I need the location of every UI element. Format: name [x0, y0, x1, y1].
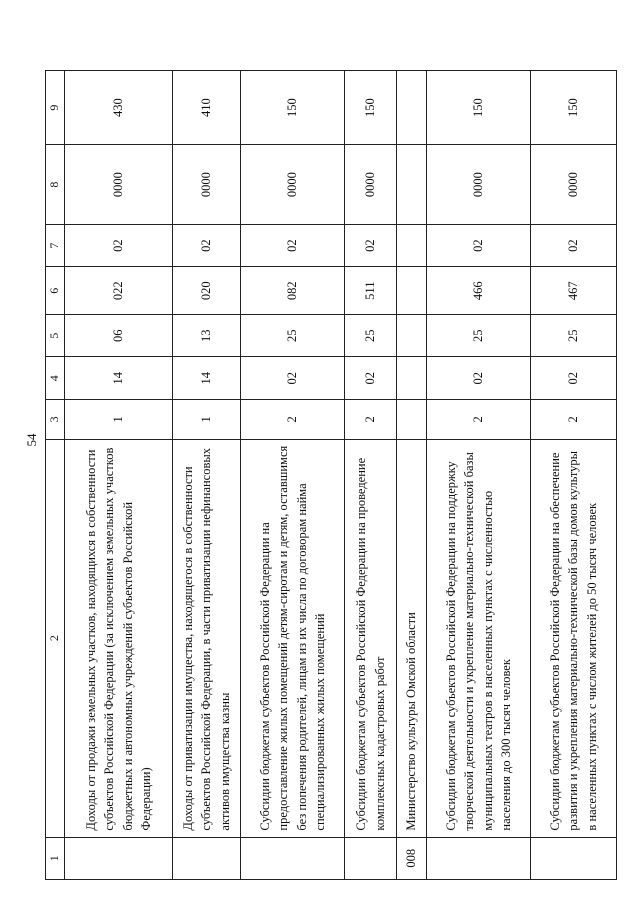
code-cell: 2 — [427, 399, 531, 439]
code-cell: 0000 — [173, 145, 241, 225]
code-cell: 1 — [173, 399, 241, 439]
code-cell: 2 — [345, 399, 397, 439]
code-cell: 25 — [531, 315, 617, 357]
code-cell: 02 — [241, 357, 345, 399]
code-cell: 150 — [531, 71, 617, 145]
code-cell: 150 — [345, 71, 397, 145]
rotated-table-container — [45, 70, 615, 880]
revenue-name-cell: Субсидии бюджетам субъектов Российской Федерации на обеспечение развития и укрепления материально-технической базы домов культуры в населенных пунктах с числом жителей до 50 тысяч человек — [531, 439, 617, 837]
code-cell: 410 — [173, 71, 241, 145]
revenue-name-cell: Субсидии бюджетам субъектов Российской Федерации на проведение комплексных кадастровых работ — [345, 439, 397, 837]
table-row — [241, 71, 345, 880]
admin-code-cell — [241, 837, 345, 879]
table-row — [173, 71, 241, 880]
table-row — [427, 71, 531, 880]
code-cell: 06 — [65, 315, 173, 357]
header-cell: 9 — [46, 71, 65, 145]
admin-code-cell — [65, 837, 173, 879]
header-row — [46, 71, 65, 880]
code-cell: 14 — [173, 357, 241, 399]
code-cell: 020 — [173, 267, 241, 315]
code-cell: 14 — [65, 357, 173, 399]
code-cell: 466 — [427, 267, 531, 315]
code-cell: 022 — [65, 267, 173, 315]
table-row — [531, 71, 617, 880]
header-cell: 1 — [46, 837, 65, 879]
code-cell: 0000 — [531, 145, 617, 225]
code-cell: 0000 — [65, 145, 173, 225]
table-body — [65, 71, 617, 880]
header-cell: 5 — [46, 315, 65, 357]
revenue-name-cell: Субсидии бюджетам субъектов Российской Федерации на предоставление жилых помещений детям-сиротам и детям, оставшимся без попечения родителей, лицам из их числа по договорам найма специализированных жилых помещений — [241, 439, 345, 837]
code-cell: 02 — [65, 224, 173, 266]
code-cell: 0000 — [345, 145, 397, 225]
code-cell: 150 — [241, 71, 345, 145]
admin-code-cell — [173, 837, 241, 879]
revenue-name-cell: Доходы от приватизации имущества, находящегося в собственности субъектов Российской Федерации, в части приватизации нефинансовых активов имущества казны — [173, 439, 241, 837]
code-cell: 25 — [427, 315, 531, 357]
code-cell: 1 — [65, 399, 173, 439]
header-cell: 4 — [46, 357, 65, 399]
page-number-text: 54 — [24, 433, 39, 447]
code-cell: 02 — [427, 357, 531, 399]
administrator-name-cell: Министерство культуры Омской области — [397, 439, 427, 837]
code-cell — [397, 267, 427, 315]
header-cell: 3 — [46, 399, 65, 439]
header-cell: 2 — [46, 439, 65, 837]
code-cell: 0000 — [427, 145, 531, 225]
header-cell: 7 — [46, 224, 65, 266]
code-cell: 02 — [345, 357, 397, 399]
code-cell — [397, 315, 427, 357]
code-cell — [397, 71, 427, 145]
admin-code-cell — [531, 837, 617, 879]
header-cell: 8 — [46, 145, 65, 225]
code-cell: 02 — [427, 224, 531, 266]
revenue-name-cell: Субсидии бюджетам субъектов Российской Федерации на поддержку творческой деятельности и укрепление материально-технической базы муниципальных театров в населенных пунктах с численностью населения до 300 тысяч человек — [427, 439, 531, 837]
budget-classification-table — [45, 70, 617, 880]
code-cell — [397, 357, 427, 399]
header-cell: 6 — [46, 267, 65, 315]
code-cell: 02 — [531, 224, 617, 266]
admin-code-cell: 008 — [397, 837, 427, 879]
code-cell: 2 — [241, 399, 345, 439]
code-cell: 0000 — [241, 145, 345, 225]
table-row — [345, 71, 397, 880]
admin-code-cell — [345, 837, 397, 879]
table-row — [65, 71, 173, 880]
code-cell: 082 — [241, 267, 345, 315]
code-cell: 02 — [241, 224, 345, 266]
code-cell — [397, 224, 427, 266]
code-cell: 02 — [173, 224, 241, 266]
code-cell: 2 — [531, 399, 617, 439]
table-header — [46, 71, 65, 880]
table-row-section — [397, 71, 427, 880]
code-cell — [397, 399, 427, 439]
code-cell: 25 — [241, 315, 345, 357]
code-cell: 02 — [531, 357, 617, 399]
code-cell: 150 — [427, 71, 531, 145]
code-cell — [397, 145, 427, 225]
code-cell: 430 — [65, 71, 173, 145]
code-cell: 511 — [345, 267, 397, 315]
code-cell: 25 — [345, 315, 397, 357]
code-cell: 467 — [531, 267, 617, 315]
admin-code-cell — [427, 837, 531, 879]
page-number — [22, 432, 42, 452]
code-cell: 13 — [173, 315, 241, 357]
revenue-name-cell: Доходы от продажи земельных участков, находящихся в собственности субъектов Российской Федерации (за исключением земельных участков бюджетных и автономных учреждений субъектов Российской Федерации) — [65, 439, 173, 837]
code-cell: 02 — [345, 224, 397, 266]
